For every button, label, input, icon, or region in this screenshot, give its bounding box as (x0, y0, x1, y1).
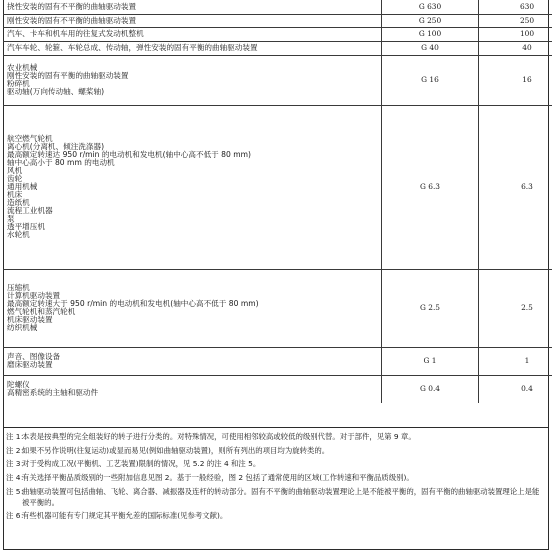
grade-cell: G 40 (382, 41, 479, 55)
machine-type-cell (3, 375, 382, 403)
table-row (3, 14, 552, 27)
grade-cell: G 6.3 (382, 105, 479, 269)
grade-cell: G 1 (382, 347, 479, 375)
machine-type-cell (3, 27, 382, 41)
machine-type-line: 刚性安装的固有不平衡的曲轴驱动装置 (7, 15, 137, 25)
machine-type-cell (3, 41, 382, 55)
machine-type-line: 航空燃气轮机 (7, 134, 53, 144)
table-row (3, 269, 552, 347)
notes-section (6, 430, 544, 525)
machine-type-line: 汽车车轮、轮箍、车轮总成、传动轴，弹性安装的固有平衡的曲轴驱动装置 (7, 43, 258, 53)
value-cell: 0.4 (479, 375, 552, 403)
value-cell: 100 (479, 27, 552, 41)
note-label: 注 2： (6, 445, 28, 455)
table-row (3, 105, 552, 269)
machine-type-line: 声音、图像设备 (7, 352, 61, 362)
grade-cell: G 16 (382, 55, 479, 105)
value-cell: 1 (479, 347, 552, 375)
machine-type-cell (3, 105, 382, 269)
machine-type-line: 磨床驱动装置 (7, 360, 53, 369)
notes-separator (3, 427, 549, 428)
value-cell: 630 (479, 0, 552, 14)
note-label: 注 5： (6, 486, 28, 496)
value-cell: 250 (479, 14, 552, 27)
machine-type-cell (3, 14, 382, 27)
machine-type-cell (3, 269, 382, 347)
machine-type-line: 风机 (7, 166, 23, 176)
value-cell: 2.5 (479, 269, 552, 347)
machine-type-line: 造纸机 (7, 197, 30, 207)
machine-type-line: 最高额定转速达 950 r/min 的电动机和发电机(轴中心高不低于 80 mm) (7, 150, 252, 160)
machine-type-line: 压缩机 (7, 283, 30, 293)
machine-type-line: 汽车、卡车和机车用的往复式发动机整机 (7, 29, 144, 39)
machine-type-line: 通用机械 (7, 182, 38, 192)
note-item (6, 432, 544, 443)
machine-type-cell (3, 55, 382, 105)
machine-type-line: 农业机械 (7, 63, 38, 73)
machine-type-line: 水轮机 (7, 229, 30, 239)
table-row (3, 0, 552, 14)
machine-type-cell (3, 347, 382, 375)
machine-type-line: 刚性安装的固有平衡的曲轴驱动装置 (7, 71, 129, 81)
machine-type-line: 驱动轴(万向传动轴、螺桨轴) (7, 86, 105, 96)
grade-cell: G 100 (382, 27, 479, 41)
machine-type-line: 纺织机械 (7, 322, 38, 332)
machine-type-line: 最高额定转速大于 950 r/min 的电动机和发电机(轴中心高不低于 80 mm) (7, 299, 259, 309)
note-label: 注 6： (6, 511, 28, 521)
balance-quality-table (3, 0, 552, 403)
note-text: 本表是按典型的完全组装好的转子进行分类的。对特殊情况，可使用相邻较高或较低的级别代替。对于部件，见第 9 章。 (22, 432, 416, 441)
grade-cell: G 0.4 (382, 375, 479, 403)
value-cell: 40 (479, 41, 552, 55)
note-label: 注 4： (6, 473, 28, 483)
value-cell: 16 (479, 55, 552, 105)
machine-type-line: 陀螺仪 (7, 380, 30, 390)
table-row (3, 375, 552, 403)
machine-type-line: 粉碎机 (7, 79, 30, 88)
machine-type-line: 计算机驱动装置 (7, 291, 61, 301)
note-label: 注 1： (6, 432, 28, 441)
note-item (6, 473, 544, 484)
note-item (6, 511, 544, 522)
machine-type-line: 高精密系统的主轴和驱动件 (7, 388, 99, 398)
machine-type-cell (3, 0, 382, 14)
table-row (3, 347, 552, 375)
machine-type-line: 轴中心高小于 80 mm 的电动机 (7, 158, 115, 168)
note-text: 曲轴驱动装置可包括曲轴、飞轮、离合器、减振器及连杆的转动部分。固有不平衡的曲轴驱动装置理论上是不能被平衡的，固有平衡的曲轴驱动装置理论上是能被平衡的。 (22, 486, 540, 507)
machine-type-line: 流程工业机器 (7, 205, 53, 215)
note-text: 有些机器可能有专门规定其平衡允差的国际标准(见参考文献)。 (22, 511, 228, 521)
note-text: 如果不另作说明(往复运动)或显而易见(例如曲轴驱动装置)，则所有列出的项目均为旋转类的。 (22, 445, 330, 455)
grade-cell: G 2.5 (382, 269, 479, 347)
machine-type-line: 齿轮 (7, 174, 23, 184)
note-text: 对于受构成工况(平衡机、工艺装置)限制的情况，见 5.2 的注 4 和注 5。 (22, 459, 261, 469)
table-row (3, 27, 552, 41)
table-row (3, 41, 552, 55)
grade-cell: G 630 (382, 0, 479, 14)
machine-type-line: 燃气轮机和蒸汽轮机 (7, 307, 76, 316)
note-label: 注 3： (6, 459, 28, 469)
table-row (3, 55, 552, 105)
machine-type-line: 机床驱动装置 (7, 314, 53, 324)
note-item (6, 487, 544, 508)
note-item (6, 446, 544, 457)
machine-type-line: 泵 (7, 213, 15, 223)
machine-type-line: 透平增压机 (7, 221, 45, 231)
note-item (6, 459, 544, 470)
note-text: 有关选择平衡品质级别的一些附加信息见图 2。基于一般经验，图 2 包括了通常使用的区域(工作转速和平衡品质级别)。 (22, 473, 414, 483)
value-cell: 6.3 (479, 105, 552, 269)
grade-cell: G 250 (382, 14, 479, 27)
machine-type-line: 机床 (7, 189, 23, 199)
machine-type-line: 离心机(分离机、倾注洗涤器) (7, 142, 105, 152)
machine-type-line: 挠性安装的固有不平衡的曲轴驱动装置 (7, 1, 137, 11)
